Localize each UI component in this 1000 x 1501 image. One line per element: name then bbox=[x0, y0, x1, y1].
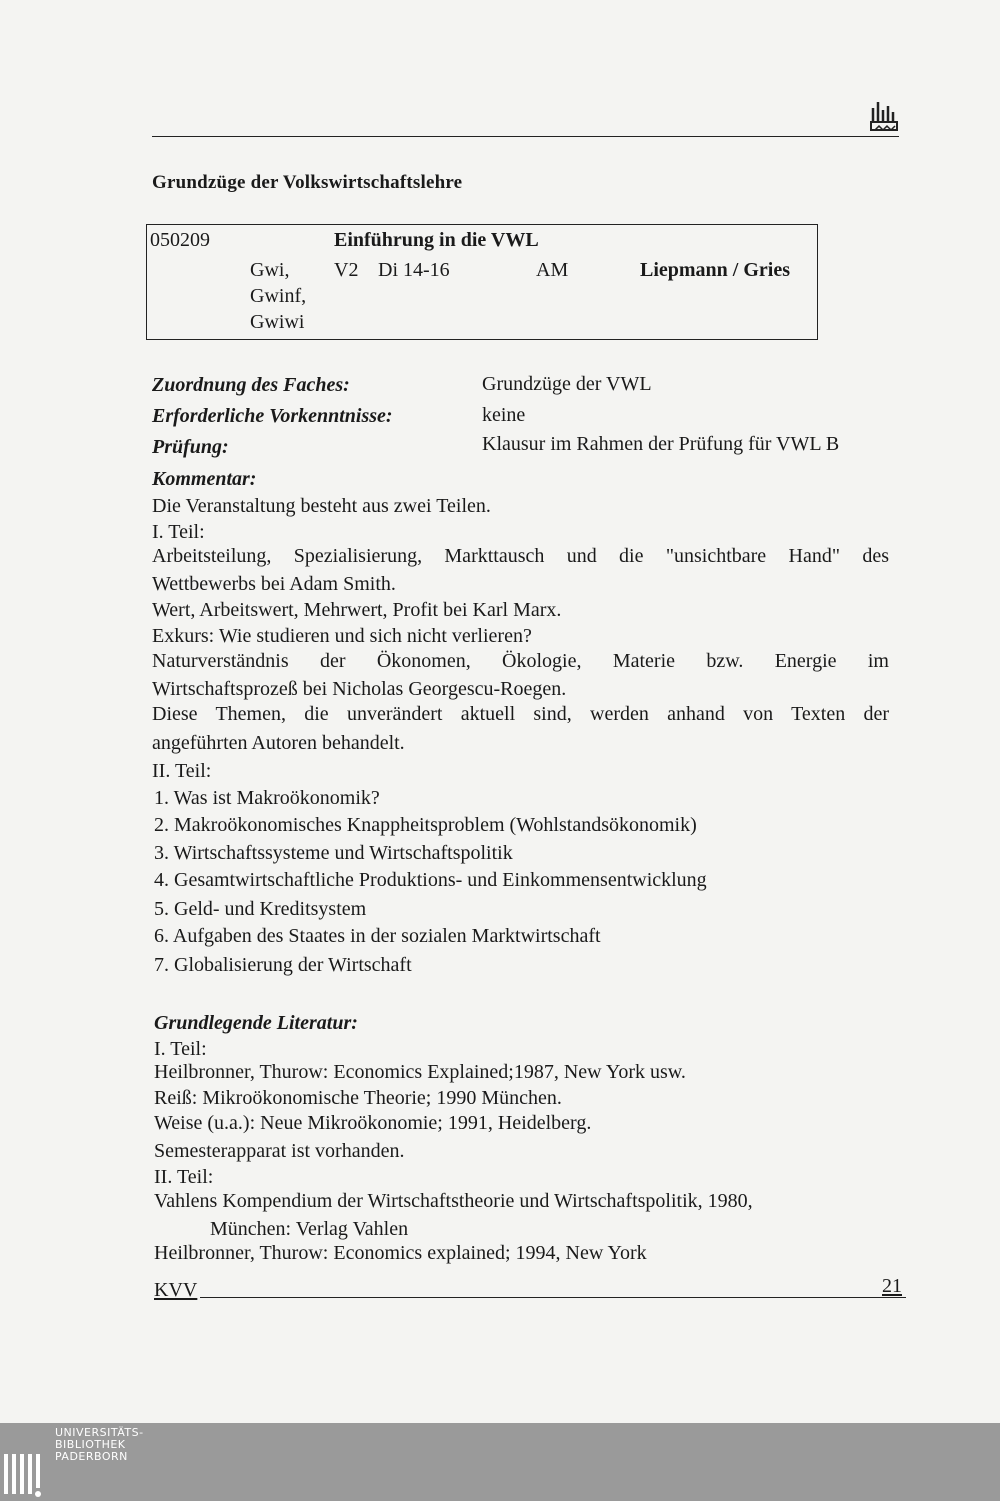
literatur-line: Vahlens Kompendium der Wirtschaftstheorie und Wirtschaftspolitik, 1980, bbox=[154, 1190, 753, 1212]
kommentar-line: 1. Was ist Makroökonomik? bbox=[154, 787, 380, 809]
pruefung-value: Klausur im Rahmen der Prüfung für VWL B bbox=[482, 433, 840, 455]
kommentar-line: Exkurs: Wie studieren und sich nicht verlieren? bbox=[152, 625, 532, 647]
kommentar-line: angeführten Autoren behandelt. bbox=[152, 732, 405, 754]
kommentar-line: Die Veranstaltung besteht aus zwei Teilen. bbox=[152, 495, 491, 517]
library-name-line: BIBLIOTHEK bbox=[55, 1438, 126, 1451]
course-program-1: Gwi, bbox=[250, 259, 290, 281]
course-number: 050209 bbox=[150, 229, 210, 251]
kommentar-line: 2. Makroökonomisches Knappheitsproblem (Wohlstandsökonomik) bbox=[154, 814, 697, 836]
course-program-3: Gwiwi bbox=[250, 311, 305, 333]
kommentar-line: II. Teil: bbox=[152, 760, 212, 782]
kommentar-line: Wirtschaftsprozeß bei Nicholas Georgescu-Roegen. bbox=[152, 678, 567, 700]
fach-label: Zuordnung des Faches: bbox=[152, 374, 350, 396]
page-number: 21 bbox=[882, 1275, 902, 1297]
kommentar-label: Kommentar: bbox=[152, 468, 257, 490]
literatur-line: Heilbronner, Thurow: Economics Explained;1987, New York usw. bbox=[154, 1061, 686, 1083]
pruefung-label: Prüfung: bbox=[152, 436, 229, 458]
literatur-line: Weise (u.a.): Neue Mikroökonomie; 1991, Heidelberg. bbox=[154, 1112, 592, 1134]
library-name-line: UNIVERSITÄTS- bbox=[55, 1426, 144, 1439]
header-rule bbox=[152, 136, 899, 137]
kommentar-line: Naturverständnis der Ökonomen, Ökologie, Materie bzw. Energie im bbox=[152, 650, 889, 672]
section-heading: Grundzüge der Volkswirtschaftslehre bbox=[152, 172, 463, 193]
kommentar-line: 6. Aufgaben des Staates in der sozialen Marktwirtschaft bbox=[154, 925, 601, 947]
kommentar-line: 4. Gesamtwirtschaftliche Produktions- und Einkommensentwicklung bbox=[154, 869, 707, 891]
course-program-2: Gwinf, bbox=[250, 285, 307, 307]
literatur-label: Grundlegende Literatur: bbox=[154, 1012, 358, 1034]
kommentar-line: Arbeitsteilung, Spezialisierung, Markttausch und die "unsichtbare Hand" des bbox=[152, 545, 889, 567]
vorkenntnisse-value: keine bbox=[482, 404, 526, 426]
kommentar-line: 5. Geld- und Kreditsystem bbox=[154, 898, 367, 920]
footer-kvv: KVV bbox=[154, 1279, 198, 1301]
literatur-line: Reiß: Mikroökonomische Theorie; 1990 München. bbox=[154, 1087, 562, 1109]
library-strip bbox=[0, 1423, 1000, 1501]
course-lecturers: Liepmann / Gries bbox=[640, 259, 791, 281]
literatur-line: I. Teil: bbox=[154, 1038, 207, 1060]
footer-rule bbox=[200, 1297, 906, 1298]
literatur-line: II. Teil: bbox=[154, 1166, 214, 1188]
course-type: V2 bbox=[334, 259, 359, 281]
university-library-logo-icon bbox=[3, 1428, 49, 1500]
course-room: AM bbox=[536, 259, 569, 281]
kommentar-line: 7. Globalisierung der Wirtschaft bbox=[154, 954, 412, 976]
library-building-icon bbox=[869, 100, 899, 132]
literatur-line: Heilbronner, Thurow: Economics explained; 1994, New York bbox=[154, 1242, 647, 1264]
library-name-line: PADERBORN bbox=[55, 1450, 128, 1463]
vorkenntnisse-label: Erforderliche Vorkenntnisse: bbox=[152, 405, 393, 427]
kommentar-line: Wettbewerbs bei Adam Smith. bbox=[152, 573, 396, 595]
literatur-line: München: Verlag Vahlen bbox=[210, 1218, 409, 1240]
course-title: Einführung in die VWL bbox=[334, 229, 539, 251]
kommentar-line: I. Teil: bbox=[152, 521, 205, 543]
literatur-line: Semesterapparat ist vorhanden. bbox=[154, 1140, 405, 1162]
course-time: Di 14-16 bbox=[378, 259, 450, 281]
kommentar-line: 3. Wirtschaftssysteme und Wirtschaftspolitik bbox=[154, 842, 513, 864]
kommentar-line: Diese Themen, die unverändert aktuell sind, werden anhand von Texten der bbox=[152, 703, 889, 725]
fach-value: Grundzüge der VWL bbox=[482, 373, 652, 395]
kommentar-line: Wert, Arbeitswert, Mehrwert, Profit bei Karl Marx. bbox=[152, 599, 562, 621]
